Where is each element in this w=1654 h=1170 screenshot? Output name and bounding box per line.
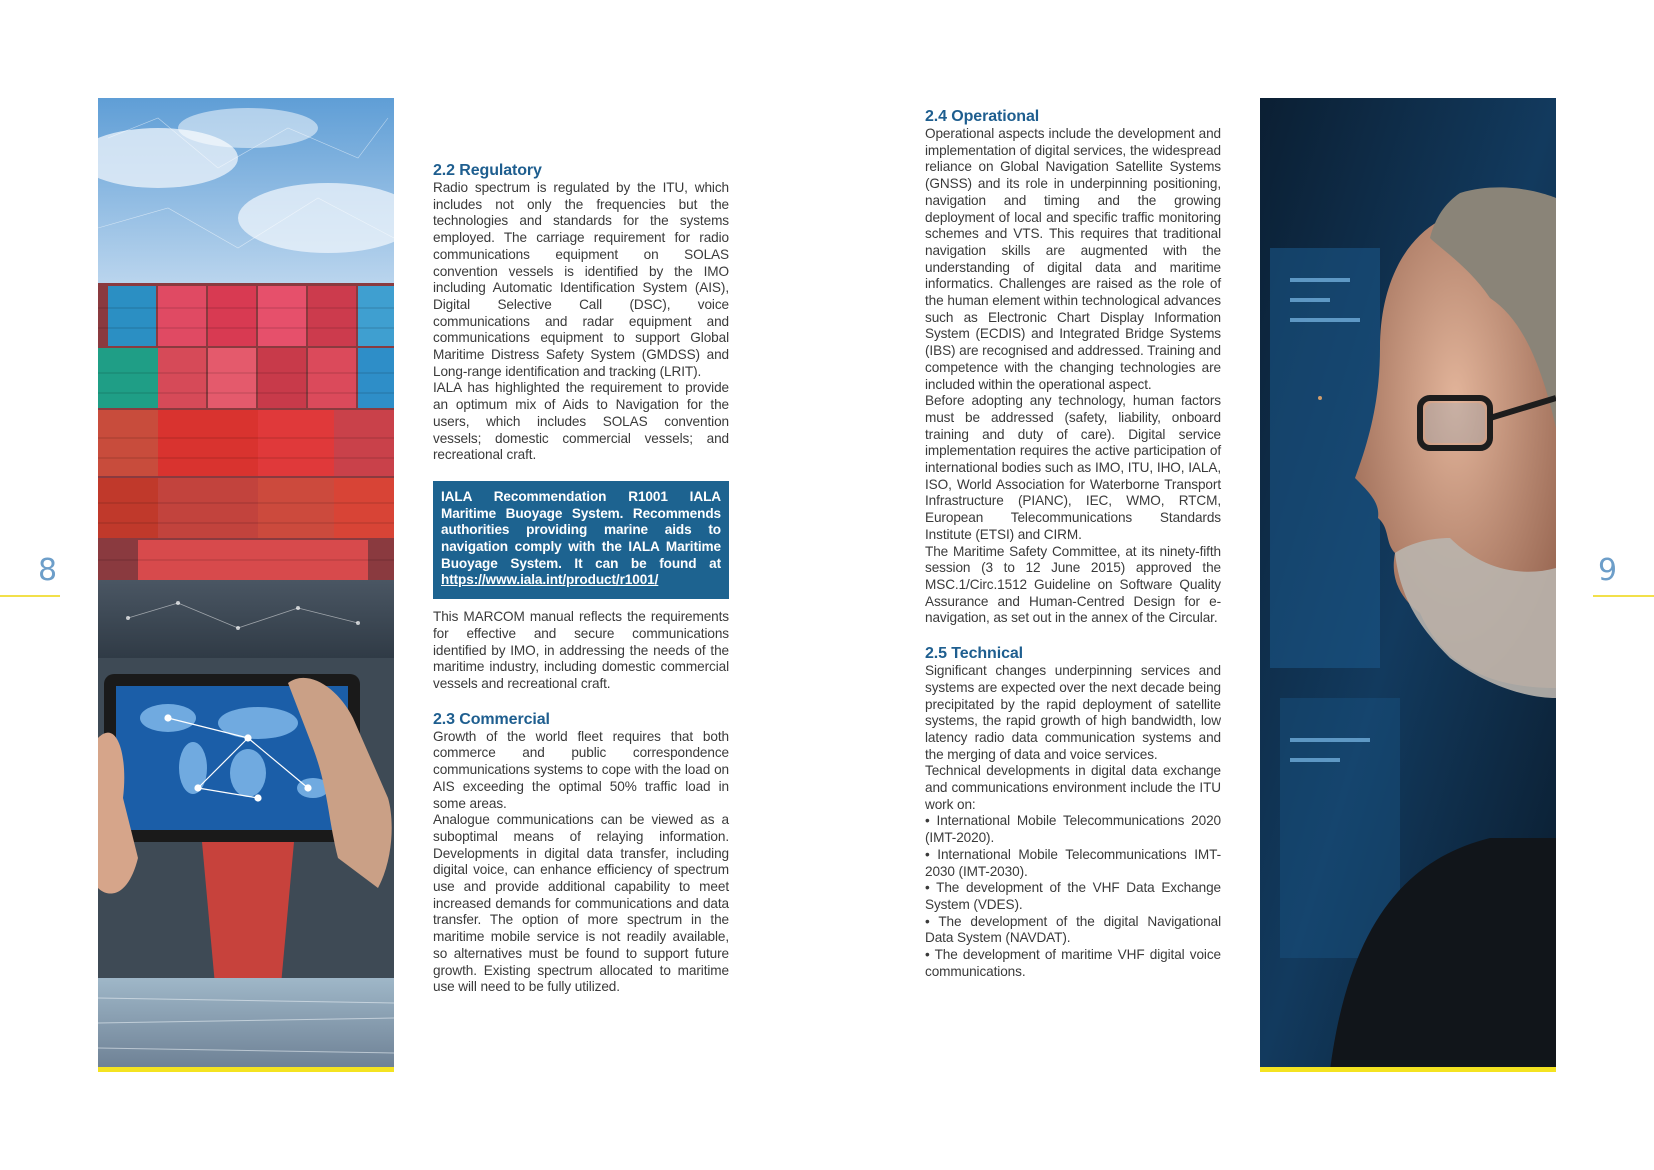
page-rule-right: [1593, 595, 1654, 597]
operator-portrait-photo: [1260, 98, 1556, 1070]
technical-bullet: • International Mobile Telecommunications IMT-2030 (IMT-2030).: [925, 846, 1221, 879]
technical-bullet: • The development of the digital Navigational Data System (NAVDAT).: [925, 913, 1221, 946]
regulatory-heading: 2.2 Regulatory: [433, 162, 542, 179]
marcom-paragraph: This MARCOM manual reflects the requirements for effective and secure communications identified by IMO, in addressing the needs of the maritime industry, including domestic commercial vessels and recreational craft.: [433, 609, 729, 691]
iala-callout-box: [433, 481, 729, 599]
callout-text: IALA Recommendation R1001 IALA Maritime Buoyage System. Recommends authorities providing marine aids to navigation comply with the IALA Maritime Buoyage System. It can be found at: [441, 488, 721, 571]
page-rule-left: [0, 595, 60, 597]
technical-paragraph-1: Significant changes underpinning services and systems are expected over the next decade being precipitated by the rapid deployment of satellite systems, the rapid growth of high bandwidth, low latency radio data communication systems and the merging of data and voice services.: [925, 663, 1221, 762]
technical-paragraph-2: Technical developments in digital data exchange and communications environment include the ITU work on:: [925, 763, 1221, 812]
container-ship-tablet-photo: [98, 98, 394, 1070]
operational-paragraph-2: Before adopting any technology, human factors must be addressed (safety, liability, onboard training and duty of care). Digital service implementation requires the active participation of international bodies such as IMO, ITU, IHO, IALA, ISO, World Association for Waterborne Transport Infrastructure (PIANC), IEC, WMO, RTCM, European Telecommunications Standards Institute (ETSI) and CIRM.: [925, 393, 1221, 542]
right-text-column: [925, 107, 1221, 980]
iala-r1001-link[interactable]: https://www.iala.int/product/r1001/: [441, 572, 659, 588]
regulatory-paragraph-1: Radio spectrum is regulated by the ITU, which includes not only the frequencies but the technologies and standards for the systems employed. The carriage requirement for radio communications equipment on SOLAS convention vessels is identified by the IMO including Automatic Identification System (AIS), Digital Selective Call (DSC), voice communications and radar equipment and communications equipment to support Global Maritime Distress Safety System (GMDSS) and Long-range identification and tracking (LRIT).: [433, 180, 729, 379]
left-text-column: [433, 161, 729, 996]
page-number-left: 8: [38, 553, 58, 588]
right-photo-accent-bar: [1260, 1067, 1556, 1072]
regulatory-paragraph-2: IALA has highlighted the requirement to provide an optimum mix of Aids to Navigation for the users, which includes SOLAS convention vessels; domestic commercial vessels; and recreational craft.: [433, 380, 729, 463]
technical-bullet: • The development of maritime VHF digital voice communications.: [925, 947, 1221, 979]
operational-paragraph-1: Operational aspects include the development and implementation of digital services, the widespread reliance on Global Navigation Satellite Systems (GNSS) and its role in underpinning positioning, navigation and timing and the growing deployment of local and specific traffic monitoring schemes and VTS. This requires that traditional navigation skills are augmented with the understanding of digital data and maritime informatics. Challenges are raised as the role of the human element within technological advances such as Electronic Chart Display Information System (ECDIS) and Integrated Bridge Systems (IBS) are recognised and addressed. Training and competence with the changing technologies are included within the operational aspect.: [925, 126, 1221, 392]
operational-paragraph-3: The Maritime Safety Committee, at its ninety-fifth session (3 to 12 June 2015) approved the MSC.1/Circ.1512 Guideline on Software Quality Assurance and Human-Centred Design for e-navigation, as set out in the annex of the Circular.: [925, 543, 1221, 626]
commercial-paragraph-2: Analogue communications can be viewed as a suboptimal means of relaying information. Developments in digital data transfer, including digital voice, can enhance efficiency of spectrum use and provide additional capability to meet increased demands for communications and data transfer. The option of more spectrum in the maritime mobile service is not readily available, so alternatives must be found to support future growth. Existing spectrum allocated to maritime use will need to be fully utilized.: [433, 812, 729, 995]
left-photo-accent-bar: [98, 1067, 394, 1072]
commercial-heading: 2.3 Commercial: [433, 710, 550, 728]
technical-heading: 2.5 Technical: [925, 645, 1024, 663]
operational-heading: 2.4 Operational: [925, 108, 1040, 125]
page-number-right: 9: [1598, 553, 1618, 588]
technical-bullet: • The development of the VHF Data Exchange System (VDES).: [925, 880, 1221, 912]
technical-bullet: • International Mobile Telecommunications 2020 (IMT-2020).: [925, 813, 1221, 846]
commercial-paragraph-1: Growth of the world fleet requires that both commerce and public correspondence communications systems to cope with the load on AIS exceeding the optimal 50% traffic load in some areas.: [433, 728, 729, 811]
